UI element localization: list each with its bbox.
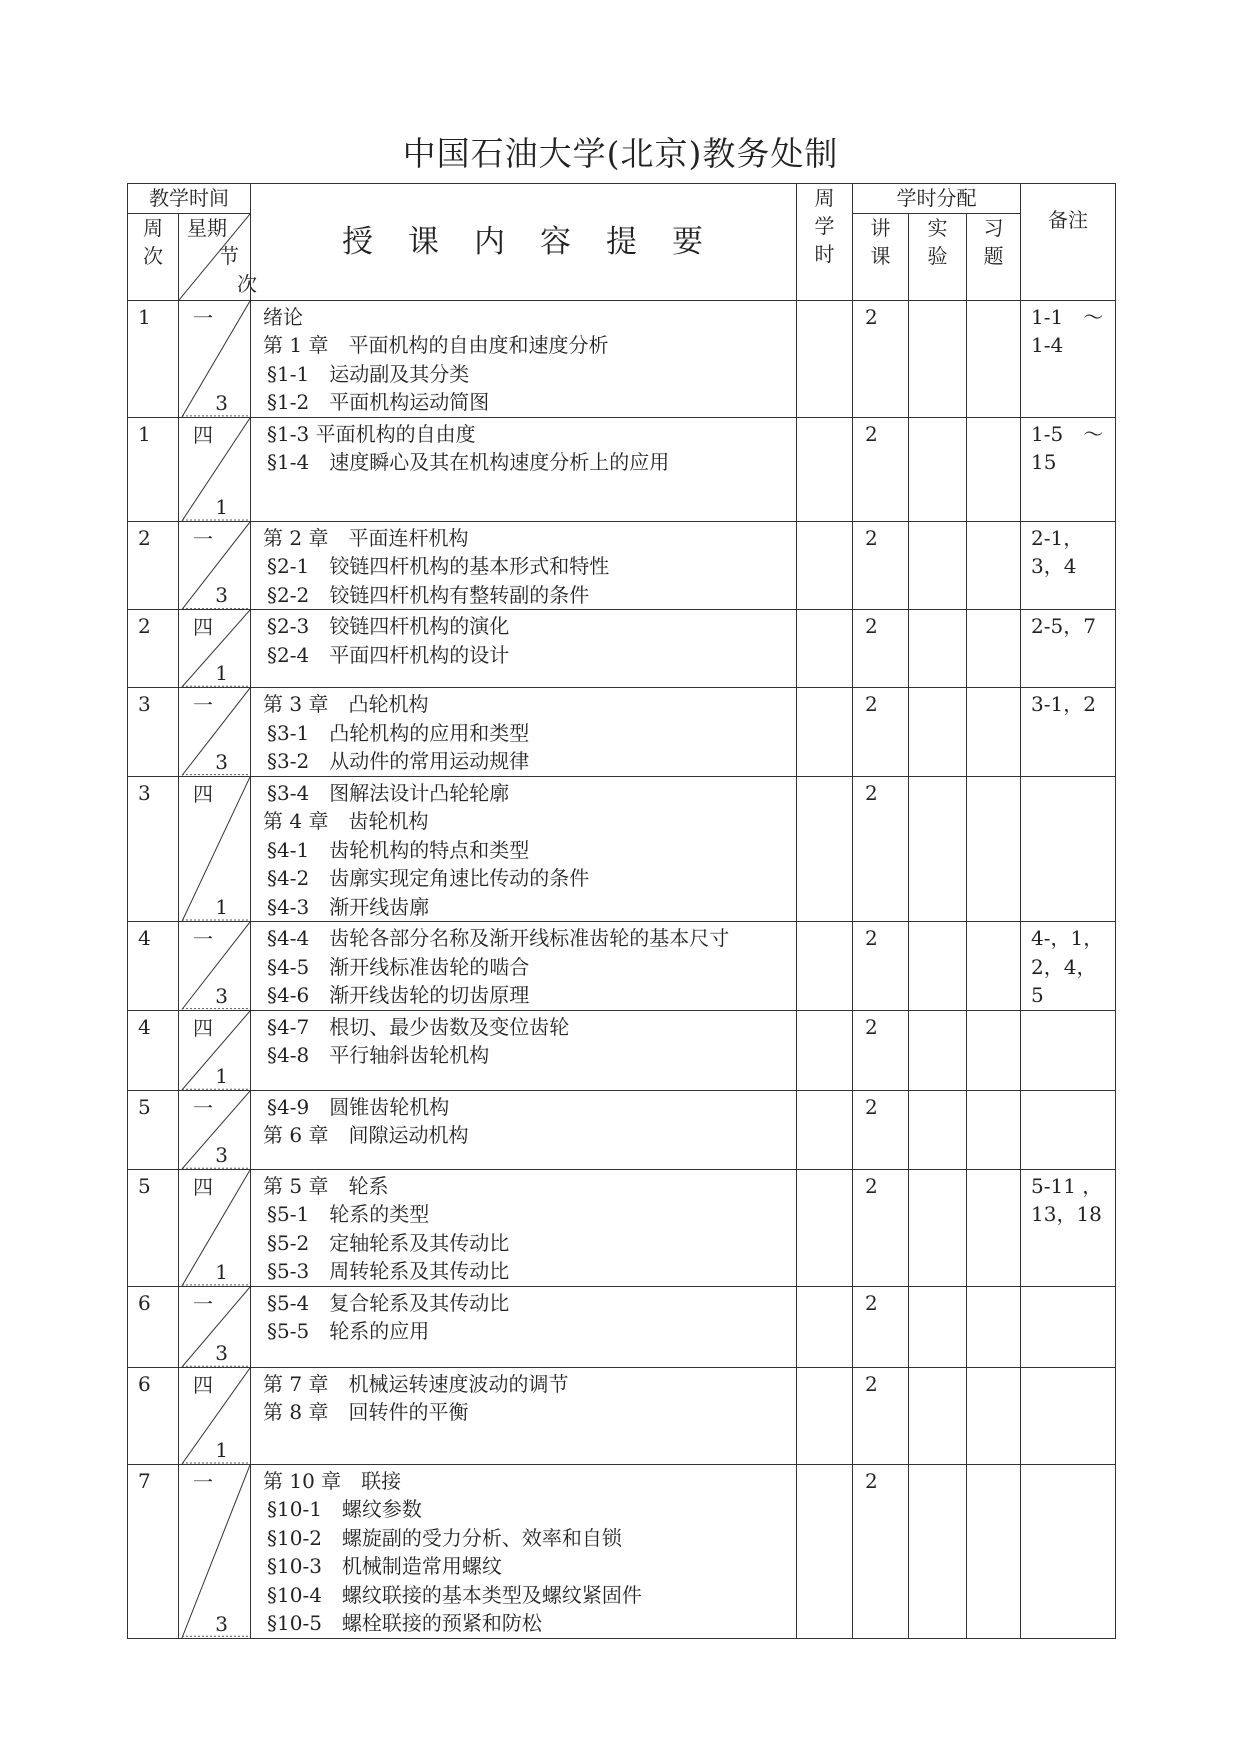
weekly-hours-cell: [797, 1169, 853, 1286]
session-number: 1: [215, 1063, 228, 1088]
lesson-content: [251, 1367, 797, 1464]
weekday: 四: [193, 615, 213, 639]
exercise-hours: [967, 521, 1021, 610]
experiment-hours: [909, 1286, 967, 1367]
content-line: §2-4 平面四杆机构的设计: [267, 642, 510, 667]
exercise-hours: [967, 1010, 1021, 1090]
lesson-content: [251, 922, 797, 1011]
session-number: 3: [215, 1340, 228, 1365]
lecture-hours: 2: [853, 1169, 909, 1286]
content-line: §3-4 图解法设计凸轮轮廓: [267, 780, 510, 805]
weekday: 四: [193, 422, 213, 447]
weekday-label: 星期: [187, 215, 227, 240]
session-number: 1: [215, 661, 228, 685]
remarks-cell: [1021, 1090, 1116, 1169]
content-line: §4-4 齿轮各部分名称及渐开线标准齿轮的基本尺寸: [267, 926, 730, 950]
session-number: 3: [215, 390, 228, 415]
schedule-row: [128, 688, 1116, 777]
week-number: 3: [128, 776, 179, 922]
weekly-hours-cell: [797, 688, 853, 777]
content-line: 第 5 章 轮系: [263, 1173, 389, 1198]
content-line: §4-1 齿轮机构的特点和类型: [267, 837, 530, 862]
content-line: 第 2 章 平面连杆机构: [263, 525, 469, 550]
weekly-hours-cell: [797, 417, 853, 521]
lecture-hours: 2: [853, 1090, 909, 1169]
lecture-hours: 2: [853, 1464, 909, 1638]
lecture-hours: 2: [853, 610, 909, 688]
weekday-session-cell: [179, 688, 251, 777]
weekday: 一: [193, 927, 213, 951]
remarks-cell: 2-5，7: [1021, 610, 1116, 688]
teaching-time-header: 教学时间: [128, 184, 251, 214]
schedule-row: [128, 1367, 1116, 1464]
weekday-session-cell: [179, 922, 251, 1011]
content-line: §10-1 螺纹参数: [267, 1497, 422, 1521]
content-line: §4-7 根切、最少齿数及变位齿轮: [267, 1014, 570, 1039]
lecture-hours: 2: [853, 417, 909, 521]
week-number: 6: [128, 1367, 179, 1464]
session-number: 3: [215, 583, 228, 607]
weekday: 一: [193, 1469, 213, 1494]
lecture-hours: 2: [853, 1286, 909, 1367]
experiment-hours: [909, 521, 967, 610]
session-number: 3: [215, 749, 228, 774]
experiment-hours: [909, 1464, 967, 1638]
session-number: 1: [215, 895, 228, 919]
lesson-content: [251, 1090, 797, 1169]
remarks-cell: 1-5 ～ 15: [1021, 417, 1116, 521]
weekday: 四: [193, 1015, 213, 1040]
schedule-row: [128, 1286, 1116, 1367]
weekly-hours-cell: [797, 1367, 853, 1464]
weekday: 四: [193, 1372, 213, 1397]
weekly-hours-cell: [797, 776, 853, 922]
weekday-session-cell: [179, 610, 251, 688]
schedule-row: [128, 417, 1116, 521]
lecture-hours: 2: [853, 300, 909, 417]
schedule-row: [128, 1090, 1116, 1169]
weekday: 四: [193, 1174, 213, 1199]
section-label: 节: [219, 243, 239, 268]
weekly-hours-header: 周 学 时: [797, 184, 853, 301]
lecture-hours: 2: [853, 922, 909, 1011]
week-number: 5: [128, 1169, 179, 1286]
week-number: 6: [128, 1286, 179, 1367]
content-line: §4-2 齿廓实现定角速比传动的条件: [267, 866, 590, 890]
schedule-row: [128, 776, 1116, 922]
content-line: 第 4 章 齿轮机构: [263, 809, 429, 833]
experiment-hours: [909, 1010, 967, 1090]
content-line: §4-8 平行轴斜齿轮机构: [267, 1043, 490, 1067]
week-column-header: 周 次: [128, 213, 179, 300]
content-line: 第 1 章 平面机构的自由度和速度分析: [263, 333, 609, 357]
content-line: §1-3 平面机构的自由度: [267, 421, 476, 446]
remarks-cell: 3-1，2: [1021, 688, 1116, 777]
weekday-session-cell: [179, 776, 251, 922]
content-line: §1-2 平面机构运动简图: [267, 390, 490, 414]
content-line: 第 3 章 凸轮机构: [263, 692, 429, 716]
schedule-row: [128, 610, 1116, 688]
lecture-hours: 2: [853, 776, 909, 922]
lecture-hours: 2: [853, 1367, 909, 1464]
content-line: §10-4 螺纹联接的基本类型及螺纹紧固件: [267, 1582, 642, 1607]
content-line: §5-5 轮系的应用: [267, 1319, 430, 1343]
weekly-hours-cell: [797, 1464, 853, 1638]
content-line: §10-3 机械制造常用螺纹: [267, 1554, 502, 1578]
schedule-row: [128, 1464, 1116, 1638]
content-line: §2-3 铰链四杆机构的演化: [267, 614, 510, 638]
content-line: §5-4 复合轮系及其传动比: [267, 1290, 510, 1315]
experiment-hours: [909, 610, 967, 688]
weekday-session-cell: [179, 1010, 251, 1090]
weekday-section-header: [179, 213, 257, 300]
weekday: 一: [193, 526, 213, 551]
schedule-row: [128, 922, 1116, 1011]
content-line: §1-1 运动副及其分类: [267, 361, 470, 386]
week-number: 1: [128, 417, 179, 521]
weekday: 一: [193, 1095, 213, 1120]
weekday-session-cell: [179, 1286, 251, 1367]
week-number: 2: [128, 521, 179, 610]
exercise-hours: [967, 1286, 1021, 1367]
content-line: §2-1 铰链四杆机构的基本形式和特性: [267, 554, 610, 578]
content-line: §4-9 圆锥齿轮机构: [267, 1094, 450, 1119]
content-line: 第 7 章 机械运转速度波动的调节: [263, 1371, 569, 1396]
content-line: §5-3 周转轮系及其传动比: [267, 1259, 510, 1283]
weekly-hours-cell: [797, 610, 853, 688]
experiment-hours: [909, 1367, 967, 1464]
exercise-hours: [967, 1464, 1021, 1638]
schedule-row: [128, 521, 1116, 610]
weekday-session-cell: [179, 1169, 251, 1286]
lesson-content: [251, 1464, 797, 1638]
weekly-hours-cell: [797, 300, 853, 417]
exercise-hours: [967, 776, 1021, 922]
remarks-cell: 4-，1，2，4，5: [1021, 922, 1116, 1011]
remarks-cell: [1021, 1367, 1116, 1464]
lesson-content: [251, 610, 797, 688]
section-label-2: 次: [237, 271, 257, 296]
lesson-content: [251, 776, 797, 922]
experiment-hours: [909, 1090, 967, 1169]
content-line: 第 8 章 回转件的平衡: [263, 1400, 469, 1424]
lesson-content: [251, 521, 797, 610]
lesson-content: [251, 300, 797, 417]
week-number: 1: [128, 300, 179, 417]
weekly-hours-cell: [797, 1010, 853, 1090]
schedule-body: [128, 300, 1116, 1638]
weekday: 一: [193, 305, 213, 330]
lecture-hours: 2: [853, 688, 909, 777]
weekday-session-cell: [179, 1090, 251, 1169]
content-line: 绪论: [263, 304, 303, 329]
week-number: 5: [128, 1090, 179, 1169]
weekday-session-cell: [179, 521, 251, 610]
weekly-hours-cell: [797, 1286, 853, 1367]
exercise-hours: [967, 1169, 1021, 1286]
week-number: 4: [128, 1010, 179, 1090]
lesson-content: [251, 1286, 797, 1367]
schedule-row: [128, 1010, 1116, 1090]
lesson-content: [251, 1169, 797, 1286]
experiment-hours: [909, 1169, 967, 1286]
experiment-hours: [909, 417, 967, 521]
exercise-hours: [967, 922, 1021, 1011]
content-line: §4-5 渐开线标准齿轮的啮合: [267, 954, 530, 979]
lecture-hours: 2: [853, 1010, 909, 1090]
hour-allocation-header: 学时分配: [853, 184, 1021, 214]
content-line: 第 6 章 间隙运动机构: [263, 1123, 469, 1147]
experiment-header: 实 验: [909, 213, 967, 300]
exercise-hours: [967, 1367, 1021, 1464]
exercise-hours: [967, 1090, 1021, 1169]
week-number: 3: [128, 688, 179, 777]
remarks-cell: 1-1 ～ 1-4: [1021, 300, 1116, 417]
syllabus-table: [127, 183, 1116, 1639]
remarks-cell: [1021, 1010, 1116, 1090]
content-header: 授 课 内 容 提 要: [251, 184, 797, 301]
weekly-hours-cell: [797, 922, 853, 1011]
content-line: §10-5 螺栓联接的预紧和防松: [267, 1611, 542, 1635]
lecture-hours: 2: [853, 521, 909, 610]
content-line: §3-1 凸轮机构的应用和类型: [267, 720, 530, 745]
weekly-hours-cell: [797, 521, 853, 610]
weekday-session-cell: [179, 417, 251, 521]
exercise-hours: [967, 300, 1021, 417]
remarks-header: 备注: [1021, 184, 1116, 301]
weekday: 一: [193, 693, 213, 717]
lecture-header: 讲 课: [853, 213, 909, 300]
session-number: 1: [215, 1437, 228, 1462]
remarks-cell: 5-11 ，13，18: [1021, 1169, 1116, 1286]
content-line: 第 10 章 联接: [263, 1468, 402, 1493]
exercise-hours: [967, 688, 1021, 777]
week-number: 2: [128, 610, 179, 688]
lesson-content: [251, 688, 797, 777]
schedule-row: [128, 300, 1116, 417]
weekday: 一: [193, 1291, 213, 1316]
remarks-cell: [1021, 1286, 1116, 1367]
weekday-session-cell: [179, 1367, 251, 1464]
weekday-session-cell: [179, 1464, 251, 1638]
schedule-row: [128, 1169, 1116, 1286]
week-number: 7: [128, 1464, 179, 1638]
content-line: §3-2 从动件的常用运动规律: [267, 749, 530, 773]
weekday-session-cell: [179, 300, 251, 417]
experiment-hours: [909, 300, 967, 417]
exercise-hours: [967, 417, 1021, 521]
session-number: 3: [215, 1142, 228, 1167]
weekly-hours-cell: [797, 1090, 853, 1169]
session-number: 1: [215, 494, 228, 519]
week-number: 4: [128, 922, 179, 1011]
lesson-content: [251, 1010, 797, 1090]
content-line: §1-4 速度瞬心及其在机构速度分析上的应用: [267, 450, 670, 474]
session-number: 3: [215, 983, 228, 1008]
exercise-header: 习 题: [967, 213, 1021, 300]
experiment-hours: [909, 922, 967, 1011]
exercise-hours: [967, 610, 1021, 688]
content-line: §10-2 螺旋副的受力分析、效率和自锁: [267, 1525, 622, 1550]
session-number: 1: [215, 1259, 228, 1284]
content-line: §2-2 铰链四杆机构有整转副的条件: [267, 582, 590, 607]
content-line: §5-1 轮系的类型: [267, 1202, 430, 1226]
remarks-cell: 2-1，3，4: [1021, 521, 1116, 610]
experiment-hours: [909, 688, 967, 777]
session-number: 3: [215, 1611, 228, 1636]
content-line: §4-3 渐开线齿廓: [267, 894, 430, 919]
lesson-content: [251, 417, 797, 521]
weekday: 四: [193, 781, 213, 806]
content-line: §4-6 渐开线齿轮的切齿原理: [267, 983, 530, 1007]
remarks-cell: [1021, 776, 1116, 922]
content-line: §5-2 定轴轮系及其传动比: [267, 1230, 510, 1255]
remarks-cell: [1021, 1464, 1116, 1638]
page-title: 中国石油大学(北京)教务处制: [402, 134, 839, 173]
experiment-hours: [909, 776, 967, 922]
